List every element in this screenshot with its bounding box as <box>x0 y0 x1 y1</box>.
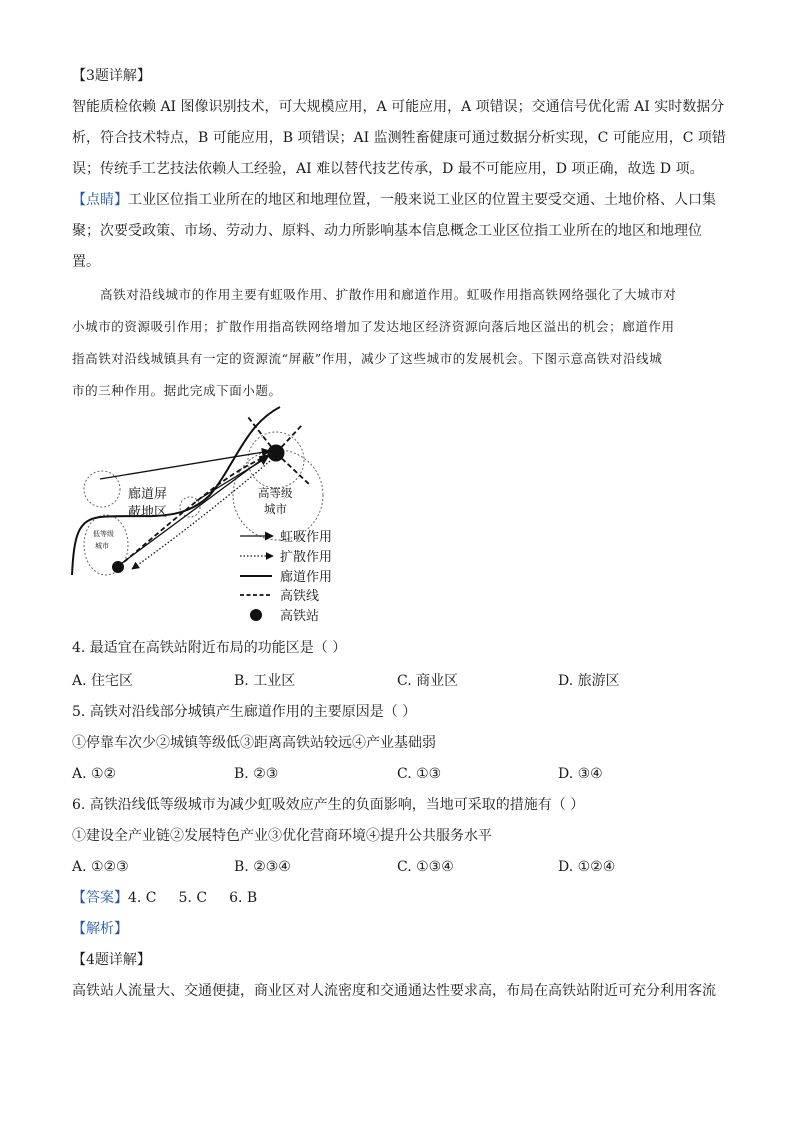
q4-option-c[interactable]: C. 商业区 <box>397 673 459 689</box>
q3-text-line3: 误；传统手工艺技法依赖人工经验，AI 难以替代技艺传承，D 最不可能应用，D 项正确，故选 D 项。 <box>72 161 704 177</box>
high-speed-rail-diagram <box>60 405 360 630</box>
q5-stem: 5. 高铁对沿线部分城镇产生廊道作用的主要原因是（ ） <box>72 704 417 720</box>
answer-5: 5. C <box>178 890 208 906</box>
high-city-station <box>268 445 285 462</box>
q3-text-line1: 智能质检依赖 AI 图像识别技术，可大规模应用，A 可能应用，A 项错误；交通信号优化需 AI 实时数据分 <box>72 99 725 115</box>
legend-diffusion-label: 扩散作用 <box>280 550 333 565</box>
corridor-label-1: 廊道屏 <box>128 487 168 502</box>
q6-items: ①建设全产业链②发展特色产业③优化营商环境④提升公共服务水平 <box>72 828 492 844</box>
legend-railway-label: 高铁线 <box>280 589 320 604</box>
q3-heading: 【3题详解】 <box>72 68 151 84</box>
corridor-label-2: 蔽地区 <box>128 505 168 520</box>
dianjing-tag: 【点睛】 <box>72 192 128 208</box>
q3-text-line2: 析，符合技术特点，B 可能应用，B 项错误；AI 监测牲畜健康可通过数据分析实现，C 可能应用，C 项错 <box>72 130 726 146</box>
answer-line <box>72 888 279 908</box>
legend-station-label: 高铁站 <box>280 609 320 624</box>
q5-items: ①停靠车次少②城镇等级低③距离高铁站较远④产业基础弱 <box>72 735 436 751</box>
q5-option-c[interactable]: C. ①③ <box>397 766 442 782</box>
q4-option-b[interactable]: B. 工业区 <box>234 673 296 689</box>
q6-option-b[interactable]: B. ②③④ <box>234 859 291 875</box>
q5-option-d[interactable]: D. ③④ <box>558 766 603 782</box>
q6-option-c[interactable]: C. ①③④ <box>397 859 454 875</box>
q5-option-b[interactable]: B. ②③ <box>234 766 279 782</box>
dianjing-line2: 聚；次要受政策、市场、劳动力、原料、动力所影响基本信息概念工业区位指工业所在的地区和地理位 <box>72 223 702 239</box>
legend-siphon-label: 虹吸作用 <box>280 530 333 545</box>
dianjing-line1 <box>72 190 716 210</box>
q6-option-d[interactable]: D. ①②④ <box>558 859 616 875</box>
low-city-station <box>112 561 124 573</box>
low-city-label-1: 低等级 <box>93 530 114 538</box>
dianjing-line3: 置。 <box>72 254 100 270</box>
analysis-tag: 【解析】 <box>72 921 128 937</box>
q4-stem: 4. 最适宜在高铁站附近布局的功能区是（ ） <box>72 640 347 656</box>
low-city-label-2: 城市 <box>95 542 109 550</box>
q4-detail-line1: 高铁站人流量大、交通便捷，商业区对人流密度和交通通达性要求高，布局在高铁站附近可充分利用客流 <box>72 983 716 999</box>
q6-option-a[interactable]: A. ①②③ <box>72 859 129 875</box>
legend-station-symbol <box>250 609 262 621</box>
passage-line2: 小城市的资源吸引作用；扩散作用指高铁网络增加了发达地区经济资源向落后地区溢出的机会；廊道作用 <box>72 319 675 334</box>
answer-4: 4. C <box>128 890 157 906</box>
passage-line1: 高铁对沿线城市的作用主要有虹吸作用、扩散作用和廊道作用。虹吸作用指高铁网络强化了大城市对 <box>100 287 677 302</box>
high-city-label-2: 城市 <box>264 502 287 516</box>
diagram-legend <box>240 529 332 624</box>
q4-option-d[interactable]: D. 旅游区 <box>558 673 620 689</box>
q4-detail-heading: 【4题详解】 <box>72 952 151 968</box>
passage-line3: 指高铁对沿线城镇具有一定的资源流“屏蔽”作用，减少了这些城市的发展机会。下图示意高铁对沿线城 <box>72 351 663 366</box>
answer-6: 6. B <box>229 890 258 906</box>
dianjing-text: 工业区位指工业所在的地区和地理位置，一般来说工业区的位置主要受交通、土地价格、人口集 <box>128 192 716 208</box>
q6-stem: 6. 高铁沿线低等级城市为减少虹吸效应产生的负面影响，当地可采取的措施有（ ） <box>72 797 585 813</box>
high-city-label-1: 高等级 <box>258 486 293 500</box>
answer-tag: 【答案】 <box>72 890 128 906</box>
q4-option-a[interactable]: A. 住宅区 <box>72 673 134 689</box>
passage-line4: 市的三种作用。据此完成下面小题。 <box>72 383 282 398</box>
q5-option-a[interactable]: A. ①② <box>72 766 117 782</box>
legend-corridor-label: 廊道作用 <box>280 570 333 585</box>
